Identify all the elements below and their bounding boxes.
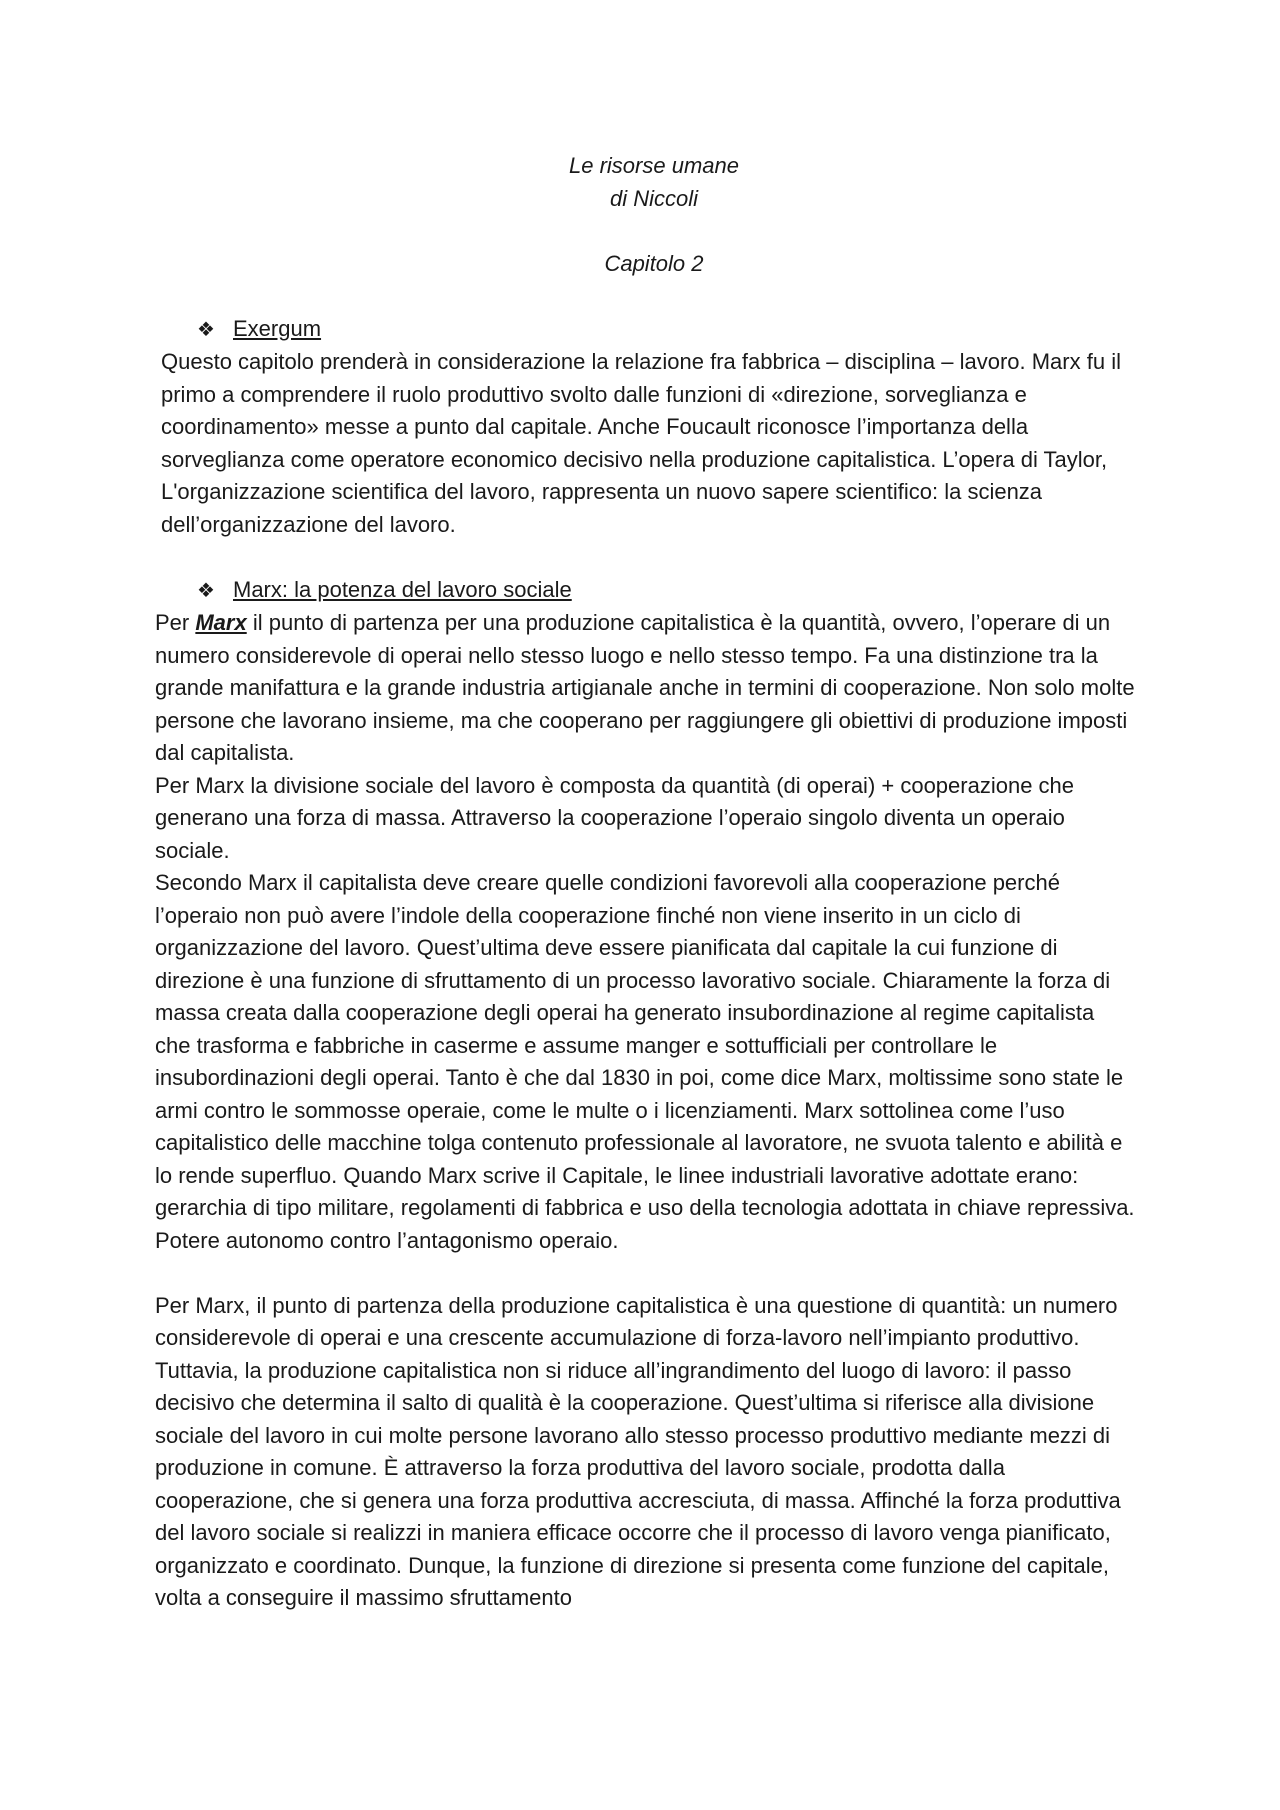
marx-paragraph-1 (155, 607, 1135, 770)
section-heading-text: Exergum (233, 315, 322, 341)
paragraph-text: il punto di partenza per una produzione capitalistica è la quantità, ovvero, l’operare di un numero considerevole di operai nello stesso luogo e nello stesso tempo. Fa una distinzione tra la grande manifattura e la grande industria artigianale anche in termini di cooperazione. Non solo molte persone che lavorano insieme, ma che cooperano per raggiungere gli obiettivi di produzione imposti dal capitalista. (155, 610, 1135, 765)
exergum-paragraph: Questo capitolo prenderà in considerazione la relazione fra fabbrica – disciplina – lavoro. Marx fu il primo a comprendere il ruolo produttivo svolto dalle funzioni di «direzione, sorveglianza e coordinamento» messe a punto dal capitale. Anche Foucault riconosce l’importanza della sorveglianza come operatore economico decisivo nella produzione capitalistica. L’opera di Taylor, L'organizzazione scientifica del lavoro, rappresenta un nuovo sapere scientifico: la scienza dell’organizzazione del lavoro. (161, 349, 1121, 537)
diamond-bullet-icon: ❖ (197, 318, 215, 341)
section-heading-text: Marx: la potenza del lavoro sociale (233, 576, 572, 602)
document-page (155, 150, 1135, 1615)
marx-paragraph-3: Secondo Marx il capitalista deve creare quelle condizioni favorevoli alla cooperazione perché l’operaio non può avere l’indole della cooperazione finché non viene inserito in un ciclo di organizzazione del lavoro. Quest’ultima deve essere pianificata dal capitale la cui funzione di direzione è una funzione di sfruttamento di un processo lavorativo sociale. Chiaramente la forza di massa creata dalla cooperazione degli operai ha generato insubordinazione al regime capitalista che trasforma e fabbriche in caserme e assume manger e sottufficiali per controllare le insubordinazioni degli operai. Tanto è che dal 1830 in poi, come dice Marx, moltissime sono state le armi contro le sommosse operaie, come le multe o i licenziamenti. Marx sottolinea come l’uso capitalistico delle macchine tolga contenuto professionale al lavoratore, ne svuota talento e abilità e lo rende superfluo. Quando Marx scrive il Capitale, le linee industriali lavorative adottate erano: gerarchia di tipo militare, regolamenti di fabbrica e uso della tecnologia adottata in chiave repressiva. Potere autonomo contro l’antagonismo operaio. (155, 870, 1135, 1253)
section-heading-exergum (155, 313, 1135, 347)
diamond-bullet-icon: ❖ (197, 579, 215, 602)
document-author: di Niccoli (609, 185, 699, 211)
emphasized-word: Marx (195, 610, 247, 635)
spacer (155, 280, 1135, 313)
spacer (155, 215, 1135, 248)
paragraph-text: Per (155, 610, 196, 635)
document-title: Le risorse umane (569, 153, 739, 178)
section-heading-marx (155, 574, 1135, 608)
marx-paragraph-4: Per Marx, il punto di partenza della produzione capitalistica è una questione di quantità: un numero considerevole di operai e una crescente accumulazione di forza-lavoro nell’impianto produttivo. Tuttavia, la produzione capitalistica non si riduce all’ingrandimento del luogo di lavoro: il passo decisivo che determina il salto di qualità è la cooperazione. Quest’ultima si riferisce alla divisione sociale del lavoro in cui molte persone lavorano allo stesso processo produttivo mediante mezzi di produzione in comune. È attraverso la forza produttiva del lavoro sociale, prodotta dalla cooperazione, che si genera una forza produttiva accresciuta, di massa. Affinché la forza produttiva del lavoro sociale si realizzi in maniera efficace occorre che il processo di lavoro venga pianificato, organizzato e coordinato. Dunque, la funzione di direzione si presenta come funzione del capitale, volta a conseguire il massimo sfruttamento (155, 1292, 1121, 1610)
spacer (155, 541, 1135, 574)
chapter-title: Capitolo 2 (604, 250, 704, 276)
marx-paragraph-2: Per Marx la divisione sociale del lavoro è composta da quantità (di operai) + cooperazione che generano una forza di massa. Attraverso la cooperazione l’operaio singolo diventa un operaio sociale. (155, 772, 1075, 863)
spacer (155, 1257, 1135, 1290)
